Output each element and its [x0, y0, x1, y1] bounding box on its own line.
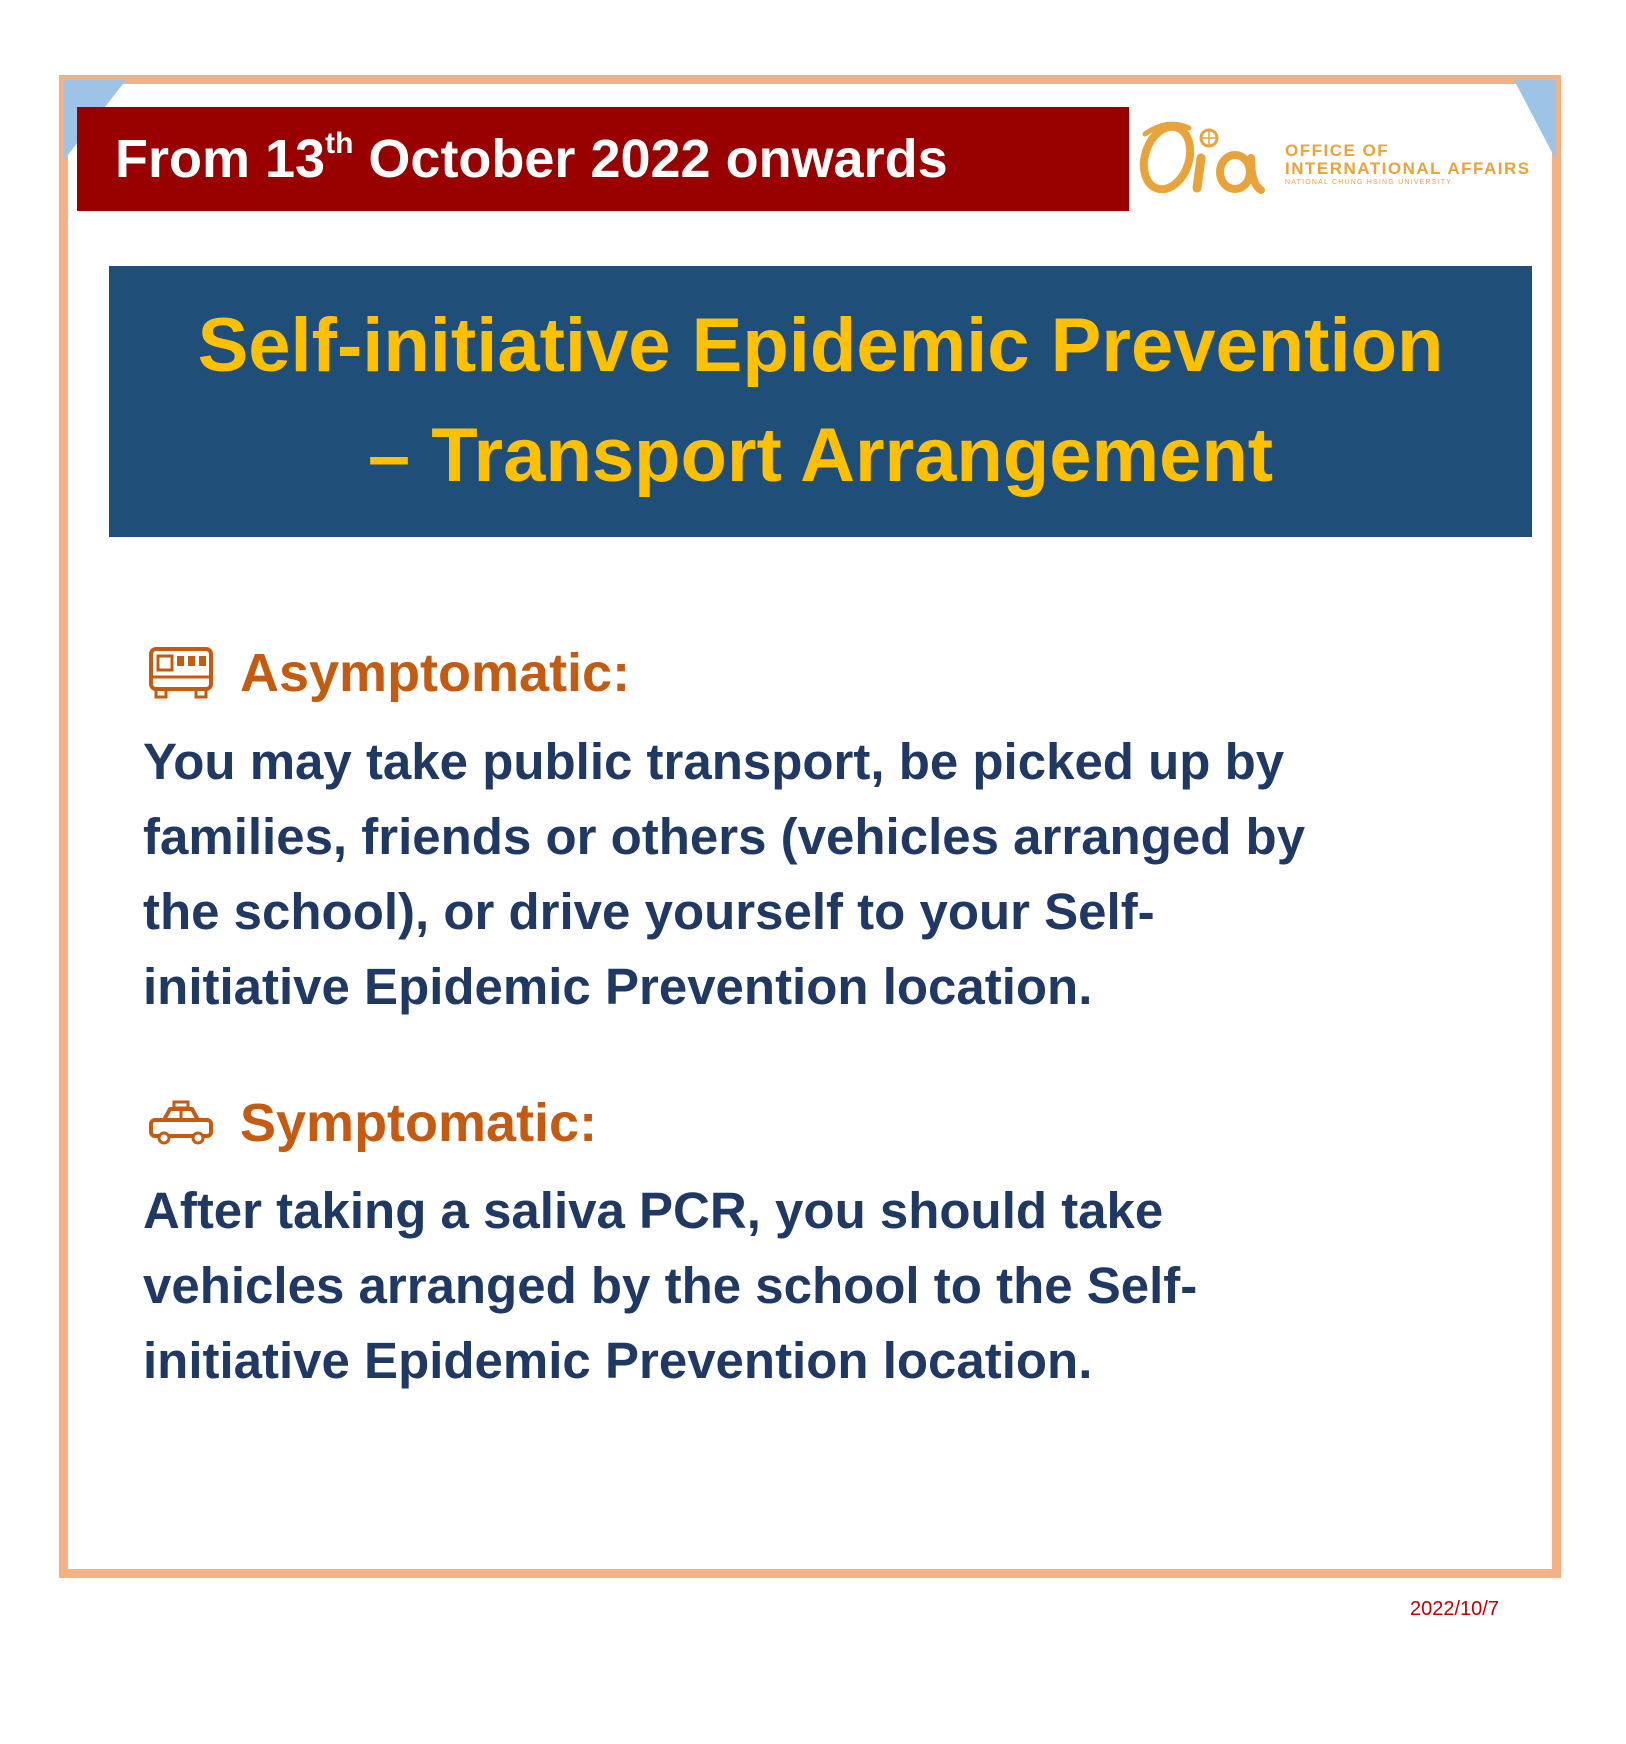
body-line: families, friends or others (vehicles arranged by [143, 808, 1306, 865]
body-line: initiative Epidemic Prevention location. [143, 958, 1093, 1015]
body-line: the school), or drive yourself to your Self- [143, 883, 1155, 940]
title-line-2: – Transport Arrangement [367, 413, 1274, 498]
logo-line-3: NATIONAL CHUNG HSING UNIVERSITY [1285, 179, 1453, 186]
taxi-icon [148, 1100, 214, 1146]
body-line: vehicles arranged by the school to the Self- [143, 1257, 1198, 1314]
date-banner-superscript: th [325, 127, 354, 160]
section-asymptomatic-body [143, 724, 1513, 1024]
oia-logo [1137, 112, 1531, 202]
body-line: initiative Epidemic Prevention location. [143, 1332, 1093, 1389]
logo-line-1: OFFICE OF [1285, 141, 1390, 160]
logo-line-2: INTERNATIONAL AFFAIRS [1285, 159, 1531, 178]
oia-logo-text [1285, 142, 1531, 188]
date-banner-prefix: From 13 [115, 129, 326, 189]
section-symptomatic-heading [148, 1090, 597, 1156]
page-title [109, 266, 1532, 537]
title-line-1: Self-initiative Epidemic Prevention [197, 303, 1444, 388]
bus-icon [148, 646, 214, 700]
section-asymptomatic-heading [148, 640, 630, 706]
section-symptomatic-body [143, 1173, 1513, 1398]
body-line: After taking a saliva PCR, you should take [143, 1182, 1164, 1239]
section-asymptomatic-label: Asymptomatic: [240, 643, 631, 703]
body-line: You may take public transport, be picked up by [143, 733, 1285, 790]
oia-logo-icon [1137, 112, 1282, 202]
date-banner-suffix: October 2022 onwards [353, 129, 948, 189]
section-symptomatic-label: Symptomatic: [240, 1093, 598, 1153]
footer-date: 2022/10/7 [1410, 1598, 1499, 1620]
date-banner [77, 107, 1129, 211]
